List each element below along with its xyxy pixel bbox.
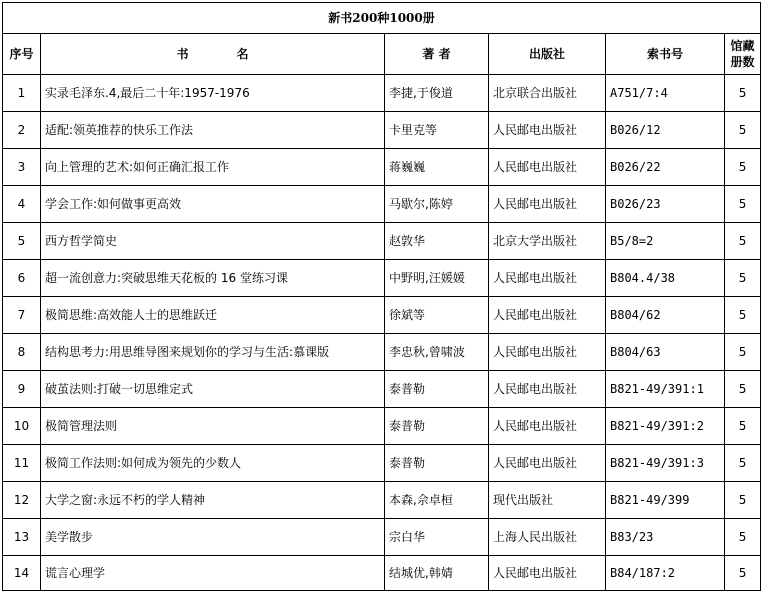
cell-call-number: B821-49/399 xyxy=(606,482,725,519)
cell-publisher: 人民邮电出版社 xyxy=(489,408,606,445)
table-row xyxy=(3,408,761,445)
cell-publisher: 人民邮电出版社 xyxy=(489,556,606,591)
table-title: 新书200种1000册 xyxy=(3,3,761,34)
cell-call-number: B821-49/391:2 xyxy=(606,408,725,445)
cell-copies: 5 xyxy=(725,260,761,297)
cell-copies: 5 xyxy=(725,482,761,519)
cell-title: 实录毛泽东.4,最后二十年:1957-1976 xyxy=(41,75,385,112)
cell-title: 极简思维:高效能人士的思维跃迁 xyxy=(41,297,385,334)
table-row xyxy=(3,371,761,408)
cell-publisher: 北京联合出版社 xyxy=(489,75,606,112)
cell-no: 2 xyxy=(3,112,41,149)
cell-copies: 5 xyxy=(725,371,761,408)
book-list-table xyxy=(2,2,761,591)
cell-copies: 5 xyxy=(725,186,761,223)
cell-author: 徐斌等 xyxy=(385,297,489,334)
cell-title: 适配:领英推荐的快乐工作法 xyxy=(41,112,385,149)
cell-copies: 5 xyxy=(725,149,761,186)
cell-copies: 5 xyxy=(725,408,761,445)
cell-publisher: 人民邮电出版社 xyxy=(489,112,606,149)
table-row xyxy=(3,519,761,556)
table-row xyxy=(3,149,761,186)
cell-author: 结城优,韩婧 xyxy=(385,556,489,591)
cell-author: 马歇尔,陈婷 xyxy=(385,186,489,223)
cell-title: 西方哲学简史 xyxy=(41,223,385,260)
cell-publisher: 人民邮电出版社 xyxy=(489,149,606,186)
cell-author: 赵敦华 xyxy=(385,223,489,260)
cell-copies: 5 xyxy=(725,112,761,149)
cell-no: 3 xyxy=(3,149,41,186)
cell-call-number: B84/187:2 xyxy=(606,556,725,591)
cell-publisher: 人民邮电出版社 xyxy=(489,371,606,408)
header-publisher: 出版社 xyxy=(489,34,606,75)
cell-copies: 5 xyxy=(725,556,761,591)
cell-no: 14 xyxy=(3,556,41,591)
cell-call-number: B5/8=2 xyxy=(606,223,725,260)
cell-call-number: B026/12 xyxy=(606,112,725,149)
cell-no: 13 xyxy=(3,519,41,556)
table-title-row xyxy=(3,3,761,34)
header-no: 序号 xyxy=(3,34,41,75)
cell-call-number: B026/23 xyxy=(606,186,725,223)
cell-author: 李捷,于俊道 xyxy=(385,75,489,112)
table-row xyxy=(3,112,761,149)
cell-call-number: B026/22 xyxy=(606,149,725,186)
cell-publisher: 人民邮电出版社 xyxy=(489,297,606,334)
cell-publisher: 人民邮电出版社 xyxy=(489,186,606,223)
cell-no: 4 xyxy=(3,186,41,223)
cell-author: 中野明,汪媛媛 xyxy=(385,260,489,297)
cell-publisher: 现代出版社 xyxy=(489,482,606,519)
table-row xyxy=(3,260,761,297)
cell-title: 谎言心理学 xyxy=(41,556,385,591)
cell-publisher: 上海人民出版社 xyxy=(489,519,606,556)
cell-call-number: B804/62 xyxy=(606,297,725,334)
table-row xyxy=(3,334,761,371)
cell-no: 10 xyxy=(3,408,41,445)
cell-author: 李忠秋,曾啸波 xyxy=(385,334,489,371)
table-row xyxy=(3,556,761,591)
cell-title: 破茧法则:打破一切思维定式 xyxy=(41,371,385,408)
table-row xyxy=(3,297,761,334)
header-copies: 馆藏册数 xyxy=(725,34,761,75)
table-row xyxy=(3,223,761,260)
cell-no: 12 xyxy=(3,482,41,519)
cell-no: 11 xyxy=(3,445,41,482)
cell-call-number: B804.4/38 xyxy=(606,260,725,297)
column-header-row xyxy=(3,34,761,75)
cell-publisher: 人民邮电出版社 xyxy=(489,445,606,482)
cell-copies: 5 xyxy=(725,334,761,371)
cell-call-number: B804/63 xyxy=(606,334,725,371)
cell-title: 极简管理法则 xyxy=(41,408,385,445)
cell-copies: 5 xyxy=(725,519,761,556)
cell-call-number: A751/7:4 xyxy=(606,75,725,112)
cell-author: 泰普勒 xyxy=(385,408,489,445)
table-row xyxy=(3,445,761,482)
cell-author: 宗白华 xyxy=(385,519,489,556)
cell-title: 超一流创意力:突破思维天花板的 16 堂练习课 xyxy=(41,260,385,297)
cell-title: 结构思考力:用思维导图来规划你的学习与生活:慕课版 xyxy=(41,334,385,371)
cell-copies: 5 xyxy=(725,445,761,482)
cell-title: 大学之窗:永远不朽的学人精神 xyxy=(41,482,385,519)
cell-no: 1 xyxy=(3,75,41,112)
cell-publisher: 人民邮电出版社 xyxy=(489,260,606,297)
cell-no: 9 xyxy=(3,371,41,408)
cell-author: 蒋巍巍 xyxy=(385,149,489,186)
cell-no: 5 xyxy=(3,223,41,260)
cell-no: 8 xyxy=(3,334,41,371)
cell-author: 卡里克等 xyxy=(385,112,489,149)
table-body xyxy=(3,75,761,591)
cell-title: 学会工作:如何做事更高效 xyxy=(41,186,385,223)
cell-title: 美学散步 xyxy=(41,519,385,556)
header-title: 书 名 xyxy=(41,34,385,75)
cell-title: 极简工作法则:如何成为领先的少数人 xyxy=(41,445,385,482)
cell-no: 6 xyxy=(3,260,41,297)
cell-copies: 5 xyxy=(725,223,761,260)
cell-no: 7 xyxy=(3,297,41,334)
cell-author: 本森,佘卓桓 xyxy=(385,482,489,519)
table-row xyxy=(3,186,761,223)
cell-title: 向上管理的艺术:如何正确汇报工作 xyxy=(41,149,385,186)
cell-publisher: 人民邮电出版社 xyxy=(489,334,606,371)
cell-copies: 5 xyxy=(725,75,761,112)
cell-publisher: 北京大学出版社 xyxy=(489,223,606,260)
cell-call-number: B821-49/391:3 xyxy=(606,445,725,482)
table-row xyxy=(3,482,761,519)
header-author: 著 者 xyxy=(385,34,489,75)
cell-call-number: B821-49/391:1 xyxy=(606,371,725,408)
cell-author: 泰普勒 xyxy=(385,445,489,482)
cell-author: 泰普勒 xyxy=(385,371,489,408)
cell-copies: 5 xyxy=(725,297,761,334)
cell-call-number: B83/23 xyxy=(606,519,725,556)
header-call-number: 索书号 xyxy=(606,34,725,75)
table-row xyxy=(3,75,761,112)
